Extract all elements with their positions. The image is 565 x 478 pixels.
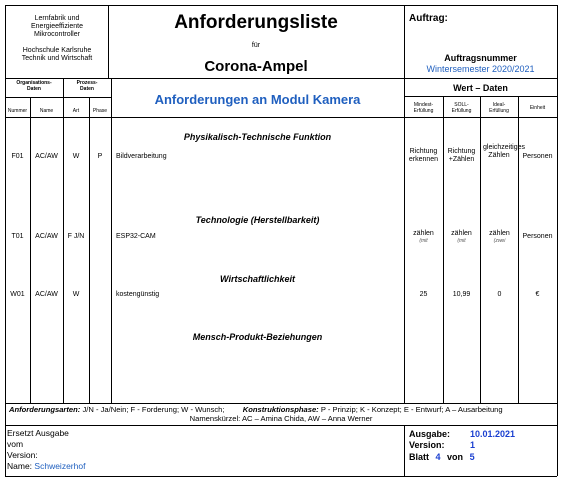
col-soll <box>443 102 480 114</box>
title-fuer: für <box>251 42 261 49</box>
divider <box>404 425 405 476</box>
row-soll-sub: (mit <box>457 238 466 244</box>
divider <box>30 97 31 403</box>
row-ideal: gleichzeitiges Zählen <box>483 144 526 159</box>
institution-line: Hochschule Karlsruhe <box>22 47 92 54</box>
footer-ausgabe-label: Ausgabe: <box>409 429 451 439</box>
col-mindest <box>404 102 443 114</box>
legend-kuerzel: Namenskürzel: AC – Amina Chida, AW – Anna Werner <box>189 414 373 423</box>
row-text: kostengünstig <box>116 291 160 298</box>
section-heading: Mensch-Produkt-Beziehungen <box>192 332 323 342</box>
divider <box>5 97 111 98</box>
col-ideal-line: Erfüllung <box>489 108 509 114</box>
footer-name <box>7 461 85 472</box>
divider <box>443 96 444 403</box>
divider <box>111 78 112 403</box>
col-art: Art <box>72 108 80 114</box>
legend-line <box>9 405 503 414</box>
row-mindest-sub: (mit <box>419 238 428 244</box>
divider <box>5 403 557 404</box>
org-header <box>5 80 63 92</box>
row-art: W <box>72 291 80 298</box>
institution-line: Energieeffiziente <box>30 23 84 30</box>
border-bottom <box>5 476 557 477</box>
footer-name-value: Schweizerhof <box>34 461 86 471</box>
row-einheit: Personen <box>522 233 553 240</box>
module-title: Anforderungen an Modul Kamera <box>154 92 361 107</box>
col-einheit: Einheit <box>529 105 546 111</box>
col-soll-line: SOLL- <box>454 102 469 108</box>
institution-line: Technik und Wirtschaft <box>21 55 93 62</box>
row-nummer: T01 <box>11 233 24 240</box>
footer-von-label: von <box>447 452 464 462</box>
col-soll-line: Erfüllung <box>451 108 472 114</box>
row-mindest: Richtung erkennen <box>408 148 439 163</box>
divider <box>5 78 557 79</box>
page-title: Anforderungsliste <box>174 12 338 33</box>
legend-arten-label: Anforderungsarten: <box>9 405 81 414</box>
footer-name-label: Name: <box>7 461 33 471</box>
project-title: Corona-Ampel <box>204 58 308 75</box>
section-heading: Physikalisch-Technische Funktion <box>183 132 332 142</box>
footer-blatt <box>409 451 475 463</box>
col-name: Name <box>39 108 54 114</box>
werte-header: Wert – Daten <box>453 83 508 93</box>
process-header-line: Daten <box>80 86 94 92</box>
footer-version-label: Version: <box>409 440 445 450</box>
process-header-line: Prozess- <box>76 80 98 86</box>
row-phase: P <box>97 153 103 160</box>
border-top <box>5 5 557 6</box>
col-ideal-line: Ideal- <box>492 102 506 108</box>
row-art: W <box>72 153 80 160</box>
institution-line: Mikrocontroller <box>34 31 80 38</box>
row-soll: 10,99 <box>452 291 471 298</box>
footer-ausgabe-value: 10.01.2021 <box>470 429 516 439</box>
institution-line: Lernfabrik und <box>34 15 80 22</box>
col-phase: Phase <box>92 108 108 114</box>
row-text: ESP32-CAM <box>116 233 156 240</box>
row-name: AC/AW <box>35 233 58 240</box>
col-ideal <box>480 102 518 114</box>
section-heading: Technologie (Herstellbarkeit) <box>195 215 320 225</box>
footer-ersetzt: Ersetzt Ausgabe <box>7 428 69 438</box>
col-nummer: Nummer <box>7 108 28 114</box>
row-nummer: F01 <box>11 153 24 160</box>
divider <box>89 97 90 403</box>
row-einheit: € <box>535 291 540 298</box>
row-mindest: zählen <box>413 230 434 237</box>
row-mindest: 25 <box>419 291 428 298</box>
row-text: Bildverarbeitung <box>116 153 167 160</box>
row-name: AC/AW <box>35 291 58 298</box>
legend-phase-label: Konstruktionsphase: <box>242 405 319 414</box>
border-right <box>557 5 558 476</box>
footer-blatt-num: 4 <box>435 452 441 462</box>
col-mindest-line: Mindest- <box>413 102 434 108</box>
row-ideal-sub: (zwei <box>493 238 506 244</box>
process-header <box>63 80 111 92</box>
footer-left <box>7 428 85 472</box>
legend-phase: P - Prinzip; K - Konzept; E - Entwurf; A – Ausarbeitung <box>320 405 503 414</box>
footer-blatt-total: 5 <box>469 452 475 462</box>
col-mindest-line: Erfüllung <box>413 108 434 114</box>
divider <box>5 425 557 426</box>
semester: Wintersemester 2020/2021 <box>426 64 535 74</box>
row-soll: zählen <box>451 230 472 237</box>
divider <box>518 96 519 403</box>
org-header-line: Organisations- <box>16 80 52 86</box>
footer-version: Version: <box>7 450 38 460</box>
order-label: Auftrag: <box>409 13 448 24</box>
divider <box>5 117 557 118</box>
row-einheit: Personen <box>522 153 553 160</box>
institution-block <box>8 15 106 63</box>
footer-vom: vom <box>7 439 24 449</box>
row-ideal: 0 <box>497 291 502 298</box>
org-header-line: Daten <box>27 86 41 92</box>
row-soll: Richtung +Zählen <box>447 148 476 163</box>
divider <box>480 96 481 403</box>
order-number-label: Auftragsnummer <box>444 53 517 63</box>
row-art: F J/N <box>67 233 85 240</box>
legend-arten: J/N - Ja/Nein; F - Forderung; W - Wunsch; <box>82 405 225 414</box>
footer-version-value: 1 <box>470 440 476 450</box>
footer-blatt-label: Blatt <box>409 452 429 462</box>
row-name: AC/AW <box>35 153 58 160</box>
section-heading: Wirtschaftlichkeit <box>220 274 295 284</box>
row-ideal: zählen <box>489 230 510 237</box>
row-nummer: W01 <box>10 291 25 298</box>
